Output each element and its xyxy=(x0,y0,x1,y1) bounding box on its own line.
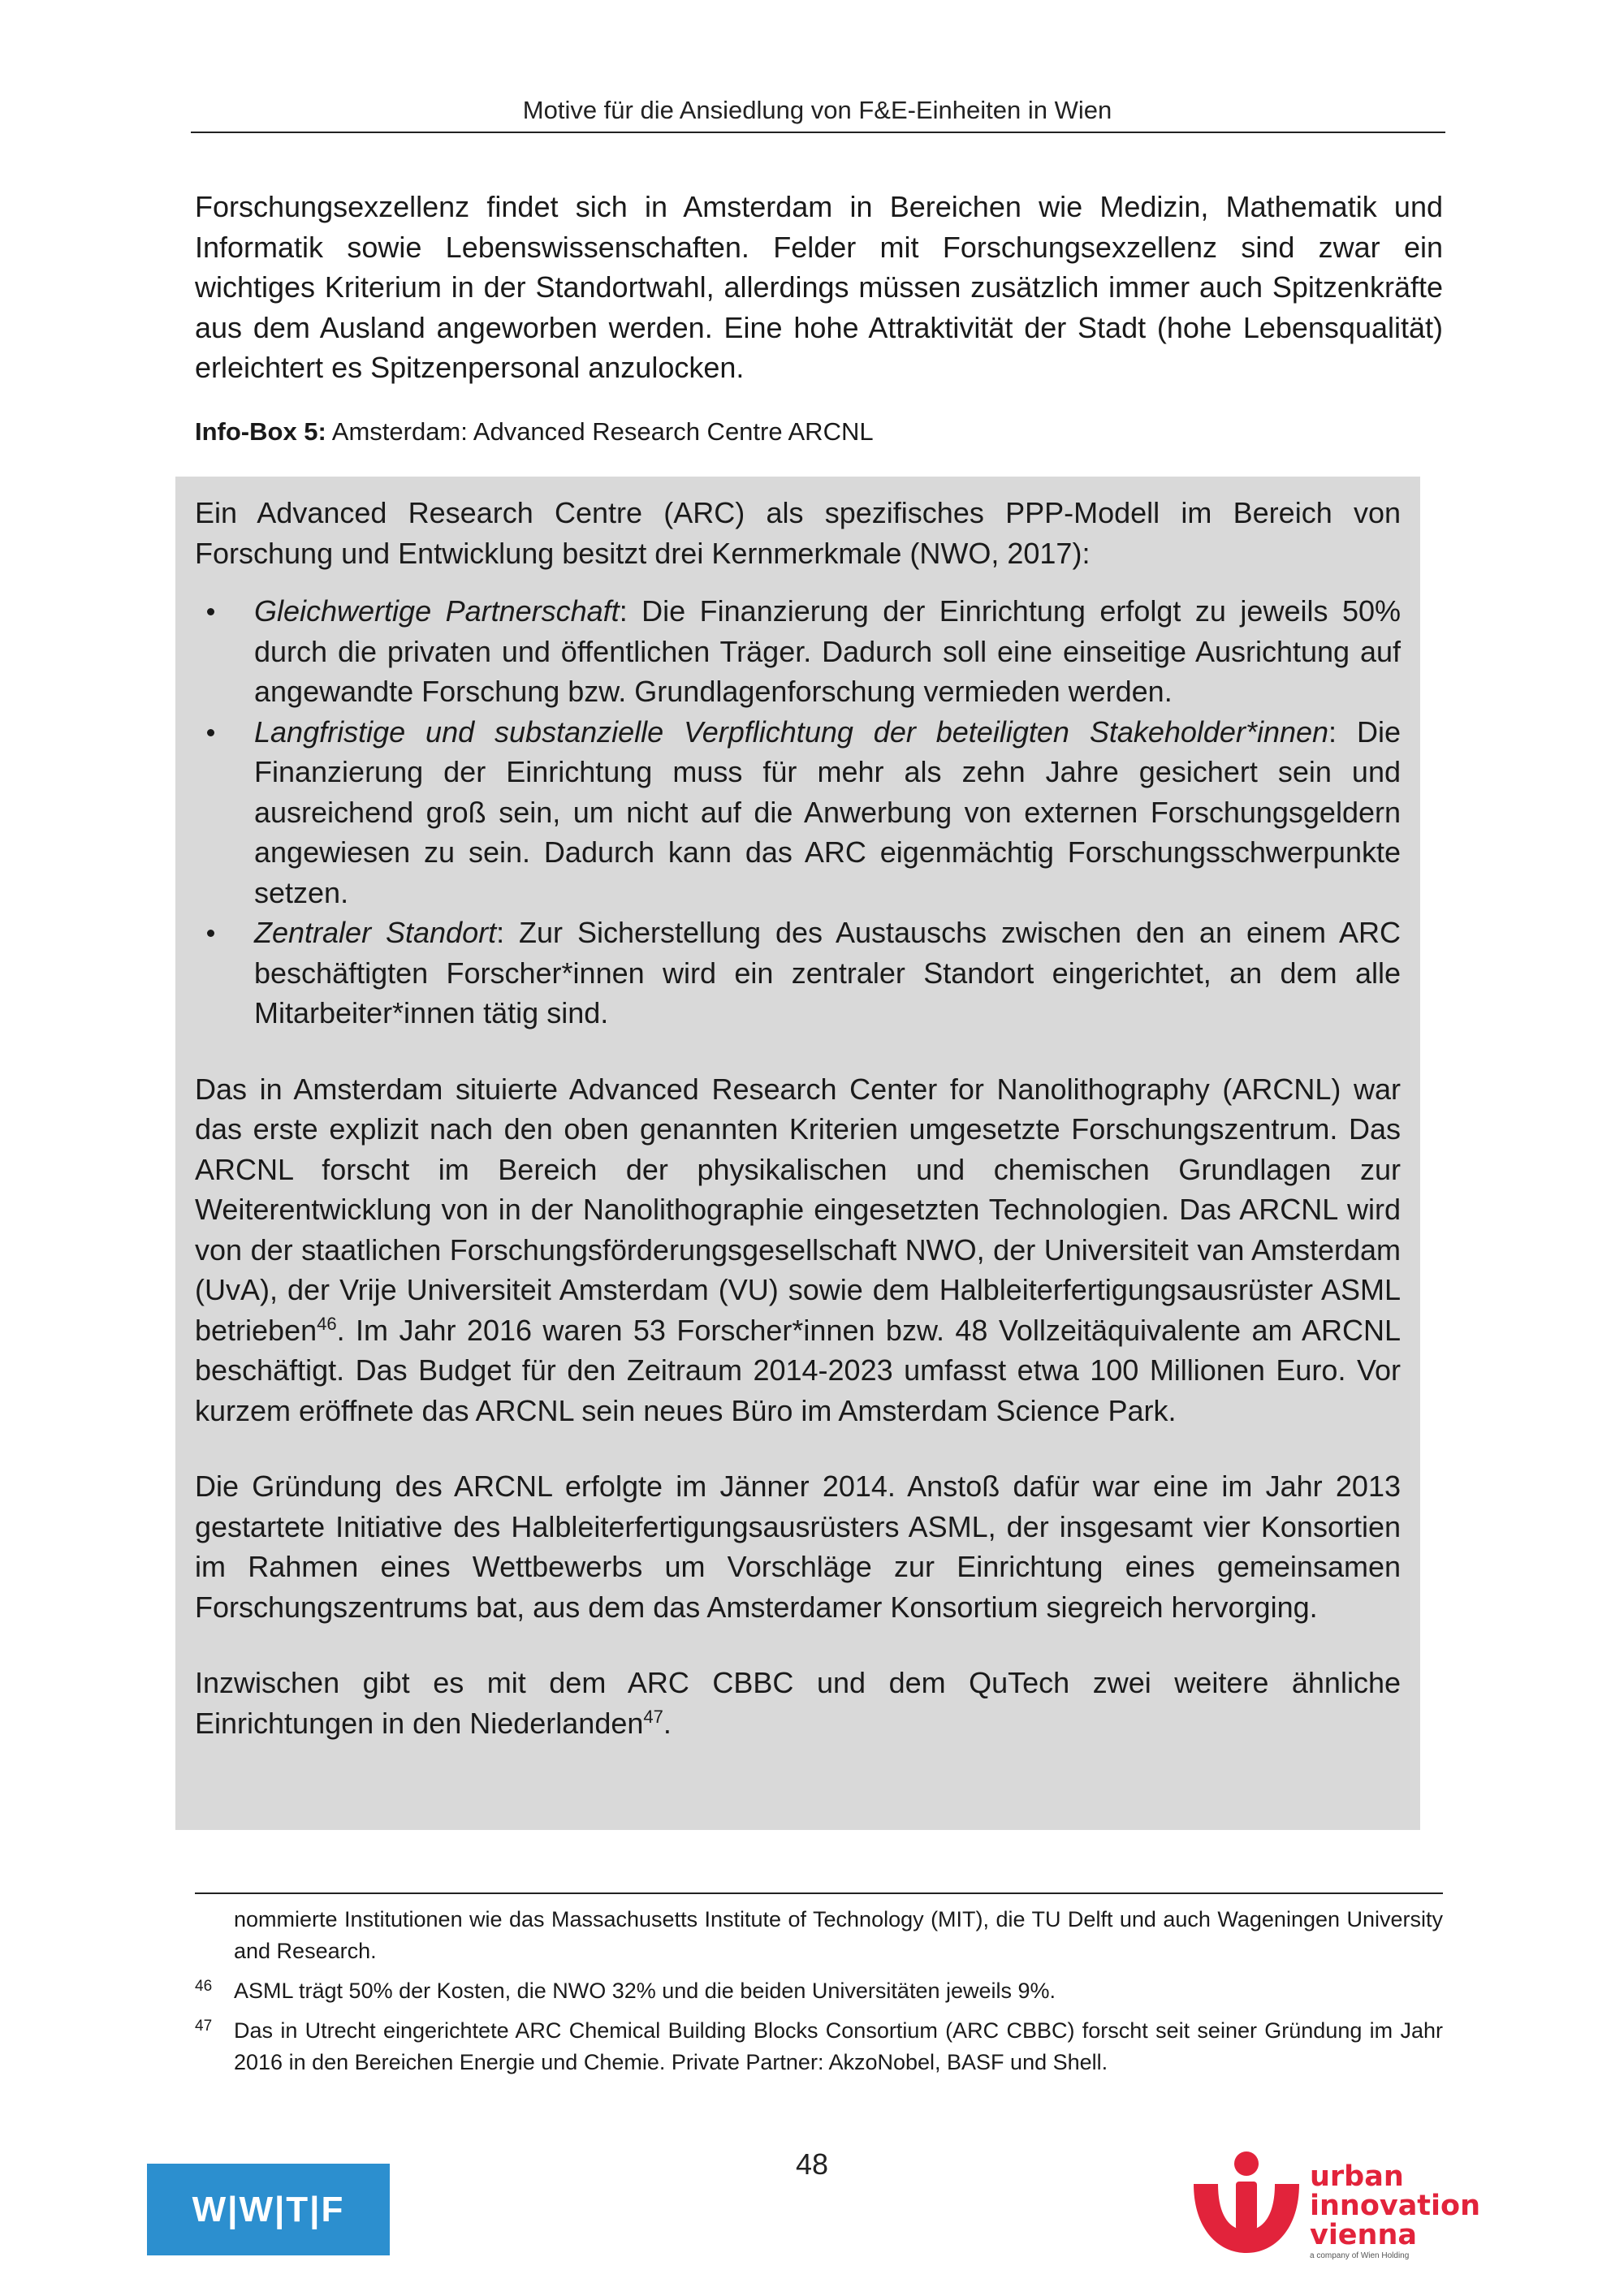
bullet-icon xyxy=(207,930,214,937)
wwtf-logo: W|W|T|F xyxy=(147,2164,390,2255)
footnote-46 xyxy=(195,1975,1443,2007)
info-box-content xyxy=(195,493,1401,1743)
uiv-word-vienna: vienna xyxy=(1310,2219,1418,2251)
arcnl-paragraph xyxy=(195,1069,1401,1431)
criteria-text: : Die Finanzierung der Einrichtung erfolgt zu jeweils 50% durch die privaten und öffentlichen Träger. Dadurch soll eine einseitige Ausrichtung auf angewandte Forschung bzw. Grundlagenforschung vermieden werden. xyxy=(254,594,1401,708)
criteria-term: Gleichwertige Partnerschaft xyxy=(254,594,620,628)
criteria-text: : Zur Sicherstellung des Austauschs zwischen den an einem ARC beschäftigten Forscher*innen wird ein zentraler Standort eingerichtet, an dem alle Mitarbeiter*innen tätig sind. xyxy=(254,916,1401,1029)
info-box-intro-paragraph: Ein Advanced Research Centre (ARC) als spezifisches PPP-Modell im Bereich von Forschung und Entwicklung besitzt drei Kernmerkmale (NWO, 2017): xyxy=(195,496,1401,570)
founding-paragraph: Die Gründung des ARCNL erfolgte im Jänner 2014. Anstoß dafür war eine im Jahr 2013 gestartete Initiative des Halbleiterfertigungsausrüsters ASML, der insgesamt vier Konsortien im Rahmen eines Wettbewerbs um Vorschläge zur Einrichtung eines gemeinsamen Forschungszentrums bat, aus dem das Amsterdamer Konsortium siegreich hervorging. xyxy=(195,1470,1401,1624)
bullet-icon xyxy=(207,608,214,615)
further-centres-paragraph xyxy=(195,1663,1401,1743)
footnote-text: ASML trägt 50% der Kosten, die NWO 32% und die beiden Universitäten jeweils 9%. xyxy=(234,1979,1056,2003)
further-text-b: . xyxy=(663,1706,672,1740)
footnote-number: 46 xyxy=(195,1978,213,1995)
criteria-term: Langfristige und substanzielle Verpflichtung der beteiligten Stakeholder*innen xyxy=(254,714,1329,749)
info-box xyxy=(175,477,1420,1830)
header-rule xyxy=(191,132,1445,133)
footnote-ref-46[interactable]: 46 xyxy=(317,1313,337,1334)
bullet-icon xyxy=(207,729,214,736)
criteria-item xyxy=(195,913,1401,1034)
footnote-number: 47 xyxy=(195,2018,213,2035)
footnote-47 xyxy=(195,2015,1443,2078)
uiv-word-urban: urban xyxy=(1310,2160,1404,2193)
criteria-term: Zentraler Standort xyxy=(254,916,497,949)
footnote-text: Das in Utrecht eingerichtete ARC Chemical Building Blocks Consortium (ARC CBBC) forscht seit seiner Gründung im Jahr 2016 in den Bereichen Energie und Chemie. Private Partner: AkzoNobel, BASF und Shell. xyxy=(234,2018,1443,2074)
uiv-emblem-icon xyxy=(1186,2147,1307,2269)
uiv-word-innovation: innovation xyxy=(1310,2190,1480,2222)
page-number: 48 xyxy=(795,2147,829,2181)
intro-paragraph: Forschungsexzellenz findet sich in Amsterdam in Bereichen wie Medizin, Mathematik und Informatik sowie Lebenswissenschaften. Felder mit Forschungsexzellenz sind zwar ein wichtiges Kriterium in der Standortwahl, allerdings müssen zusätzlich immer auch Spitzenkräfte aus dem Ausland angeworben werden. Eine hohe Attraktivität der Stadt (hohe Lebensqualität) erleichtert es Spitzenpersonal anzulocken. xyxy=(195,190,1443,384)
info-box-caption xyxy=(195,416,874,448)
footnotes xyxy=(195,1904,1443,2087)
criteria-text: : Die Finanzierung der Einrichtung muss für mehr als zehn Jahre gesichert sein und ausreichend groß sein, um nicht auf die Anwerbung von externen Forschungsgeldern angewiesen zu sein. Dadurch kann das ARC eigenmächtig Forschungsschwerpunkte setzen. xyxy=(254,714,1401,909)
uiv-wordmark xyxy=(1310,2162,1480,2250)
uiv-subline: a company of Wien Holding xyxy=(1310,2251,1410,2260)
footnote-continuation: nommierte Institutionen wie das Massachusetts Institute of Technology (MIT), die TU Delft und auch Wageningen University and Research. xyxy=(234,1907,1443,1963)
footnote-rule xyxy=(195,1892,1443,1894)
footnote-ref-47[interactable]: 47 xyxy=(643,1706,663,1727)
criteria-list xyxy=(195,591,1401,1034)
info-box-caption-text: Amsterdam: Advanced Research Centre ARCNL xyxy=(326,417,874,446)
arcnl-text-b: . Im Jahr 2016 waren 53 Forscher*innen bzw. 48 Vollzeitäquivalente am ARCNL beschäftigt. Das Budget für den Zeitraum 2014-2023 umfasst etwa 100 Millionen Euro. Vor kurzem eröffnete das ARCNL sein neues Büro im Amsterdam Science Park. xyxy=(195,1313,1401,1427)
running-header: Motive für die Ansiedlung von F&E-Einheiten in Wien xyxy=(522,96,1112,124)
criteria-item xyxy=(195,591,1401,712)
criteria-item xyxy=(195,712,1401,913)
arcnl-text-a: Das in Amsterdam situierte Advanced Research Center for Nanolithography (ARCNL) war das erste explizit nach den oben genannten Kriterien umgesetzte Forschungszentrum. Das ARCNL forscht im Bereich der physikalischen und chemischen Grundlagen zur Weiterentwicklung von in der Nanolithographie eingesetzten Technologien. Das ARCNL wird von der staatlichen Forschungsförderungsgesellschaft NWO, der Universiteit van Amsterdam (UvA), der Vrije Universiteit Amsterdam (VU) sowie dem Halbleiterfertigungsausrüster ASML betrieben xyxy=(195,1072,1401,1347)
info-box-caption-label: Info-Box 5: xyxy=(195,417,326,446)
further-text-a: Inzwischen gibt es mit dem ARC CBBC und dem QuTech zwei weitere ähnliche Einrichtungen in den Niederlanden xyxy=(195,1666,1401,1740)
urban-innovation-vienna-logo xyxy=(1186,2147,1478,2269)
